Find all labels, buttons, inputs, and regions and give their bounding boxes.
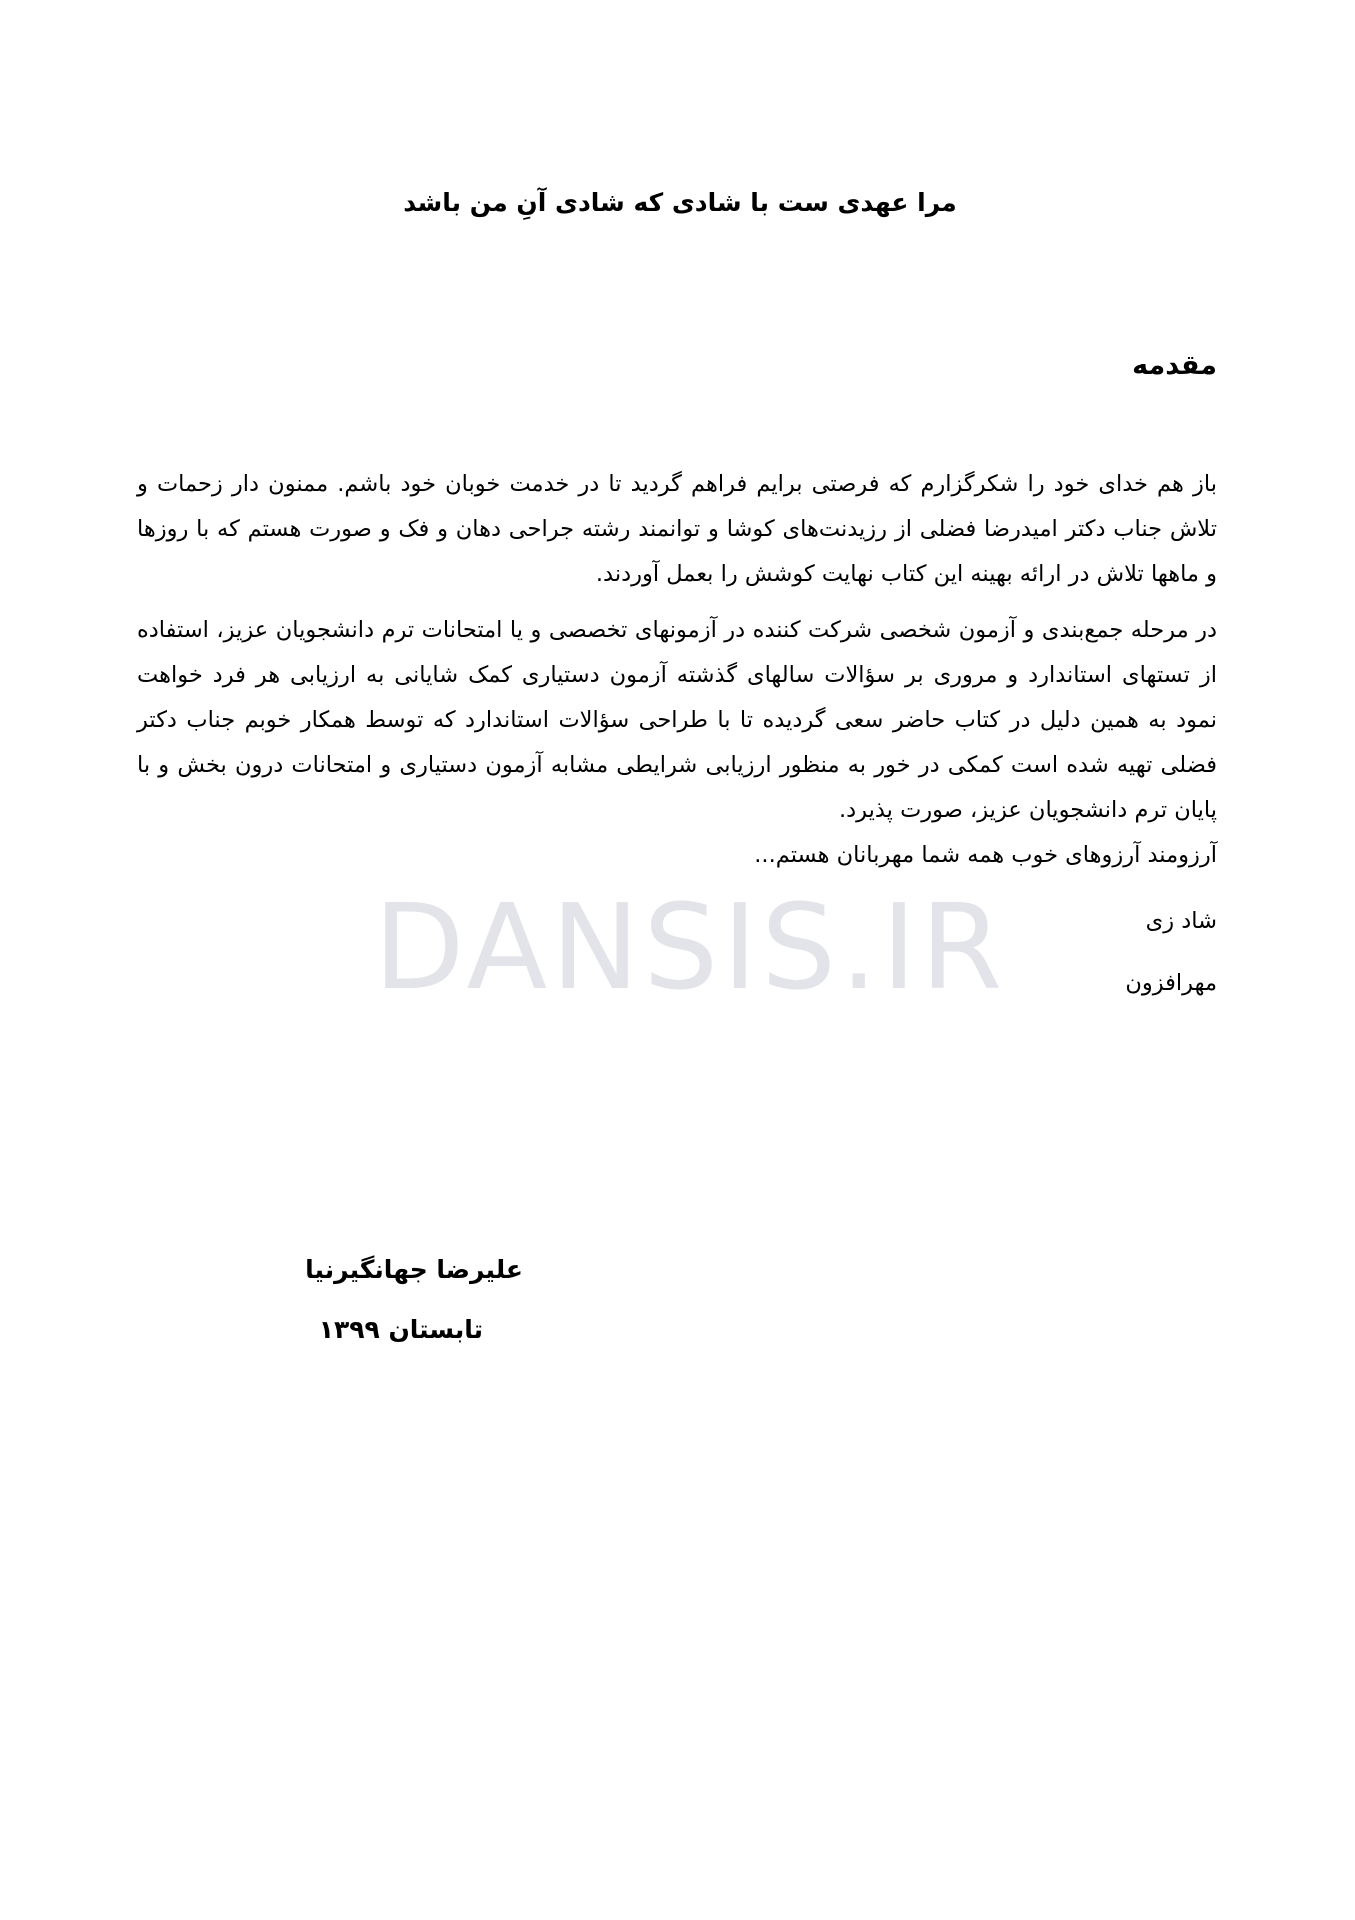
watermark-text: DANSIS.IR [373,878,1007,1016]
signature-block [305,1240,523,1360]
preface-body [137,462,1217,1014]
date-line: تابستان ۱۳۹۹ [318,1315,483,1344]
section-heading: مقدمه [1132,350,1217,381]
author-name: علیرضا جهانگیرنیا [305,1255,523,1284]
epigraph: مرا عهدی ست با شادی که شادی آنِ من باشد [403,188,957,217]
signoff-block [137,890,1217,1014]
signoff-line: شاد زی [1145,908,1217,934]
closing-line: آرزومند آرزوهای خوب همه شما مهربانان هستم... [754,842,1217,868]
signoff-name: مهرافزون [1125,970,1217,996]
paragraph: در مرحله جمع‌بندی و آزمون شخصی شرکت کننده در آزمونهای تخصصی و یا امتحانات ترم دانشجویان عزیز، استفاده از تستهای استاندارد و مروری بر سؤالات سالهای گذشته آزمون دستیاری کمک شایانی به ارزیابی هر فرد خواهت نمود به همین دلیل در کتاب حاضر سعی گردیده تا با طراحی سؤالات استاندارد که توسط همکار خوبم جناب دکتر فضلی تهیه شده است کمکی در خور به منظور ارزیابی شرایطی مشابه آزمون دستیاری و امتحانات درون بخش و با پایان ترم دانشجویان عزیز، صورت پذیرد. [137,617,1217,823]
paragraph: باز هم خدای خود را شکرگزارم که فرصتی برایم فراهم گردید تا در خدمت خوبان خود باشم. ممنون دار زحمات و تلاش جناب دکتر امیدرضا فضلی از رزیدنت‌های کوشا و توانمند رشته جراحی دهان و فک و صورت هستم که با روزها و ماهها تلاش در ارائه بهینه این کتاب نهایت کوشش را بعمل آوردند. [137,471,1217,587]
